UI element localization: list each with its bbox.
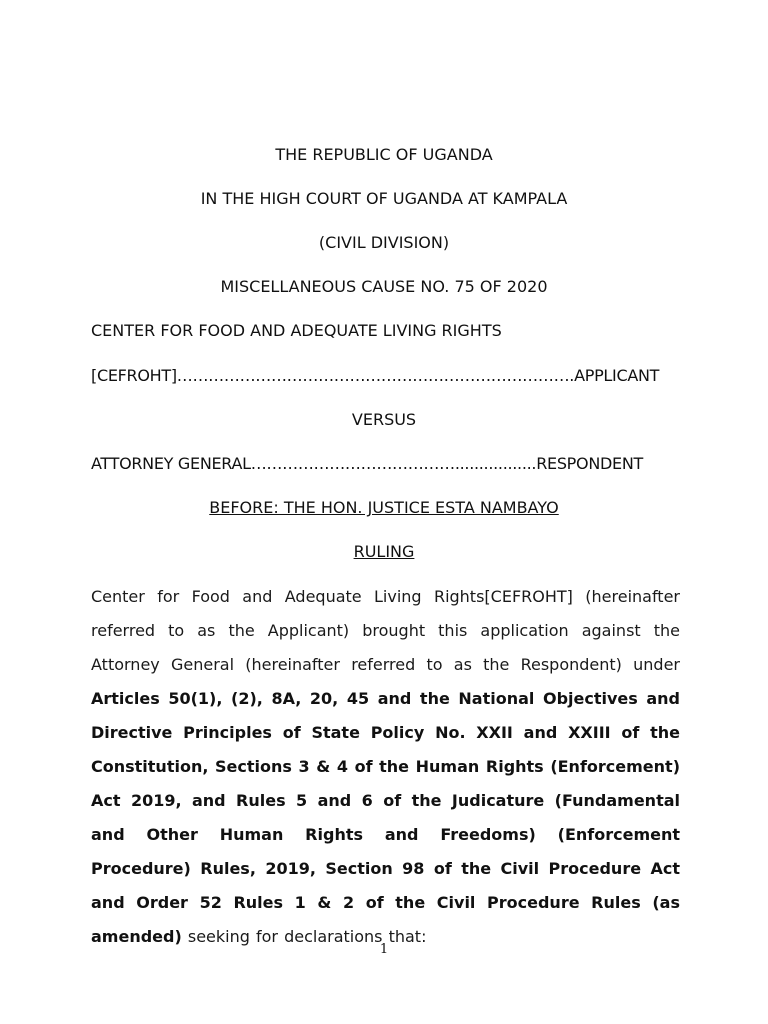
applicant-line: [CEFROHT]………………………………………………………………….APPLICANT bbox=[91, 366, 660, 385]
ruling-title: RULING bbox=[353, 542, 415, 561]
bench-line: BEFORE: THE HON. JUSTICE ESTA NAMBAYO bbox=[209, 498, 559, 517]
republic-heading: THE REPUBLIC OF UGANDA bbox=[275, 145, 493, 164]
legal-basis-text: Articles 50(1), (2), 8A, 20, 45 and the National Objectives and Directive Principles of State Policy No. XXII and XXIII of the Constitution, Sections 3 & 4 of the Human Rights (Enforcement) Act 2019, and Rules 5 and 6 of the Judicature (Fundamental and Other Human Rights and Freedoms) (Enforcement Procedure) Rules, 2019, Section 98 of the Civil Procedure Act and Order 52 Rules 1 & 2 of the Civil Procedure Rules (as amended) bbox=[91, 689, 680, 946]
page-number: 1 bbox=[379, 942, 389, 957]
intro-text: Center for Food and Adequate Living Rights[CEFROHT] (hereinafter referred to as the Applicant) brought this application against the Attorney General (hereinafter referred to as the Respondent) under bbox=[91, 587, 680, 674]
applicant-name: CENTER FOR FOOD AND ADEQUATE LIVING RIGHTS bbox=[91, 321, 502, 340]
cause-number: MISCELLANEOUS CAUSE NO. 75 OF 2020 bbox=[220, 277, 548, 296]
ruling-paragraph bbox=[91, 580, 680, 954]
versus-label: VERSUS bbox=[351, 410, 417, 429]
respondent-line: ATTORNEY GENERAL………………………………….................RESPONDENT bbox=[91, 454, 643, 473]
division-heading: (CIVIL DIVISION) bbox=[318, 233, 450, 252]
outro-text: seeking for declarations that: bbox=[181, 927, 427, 946]
court-heading: IN THE HIGH COURT OF UGANDA AT KAMPALA bbox=[200, 189, 568, 208]
